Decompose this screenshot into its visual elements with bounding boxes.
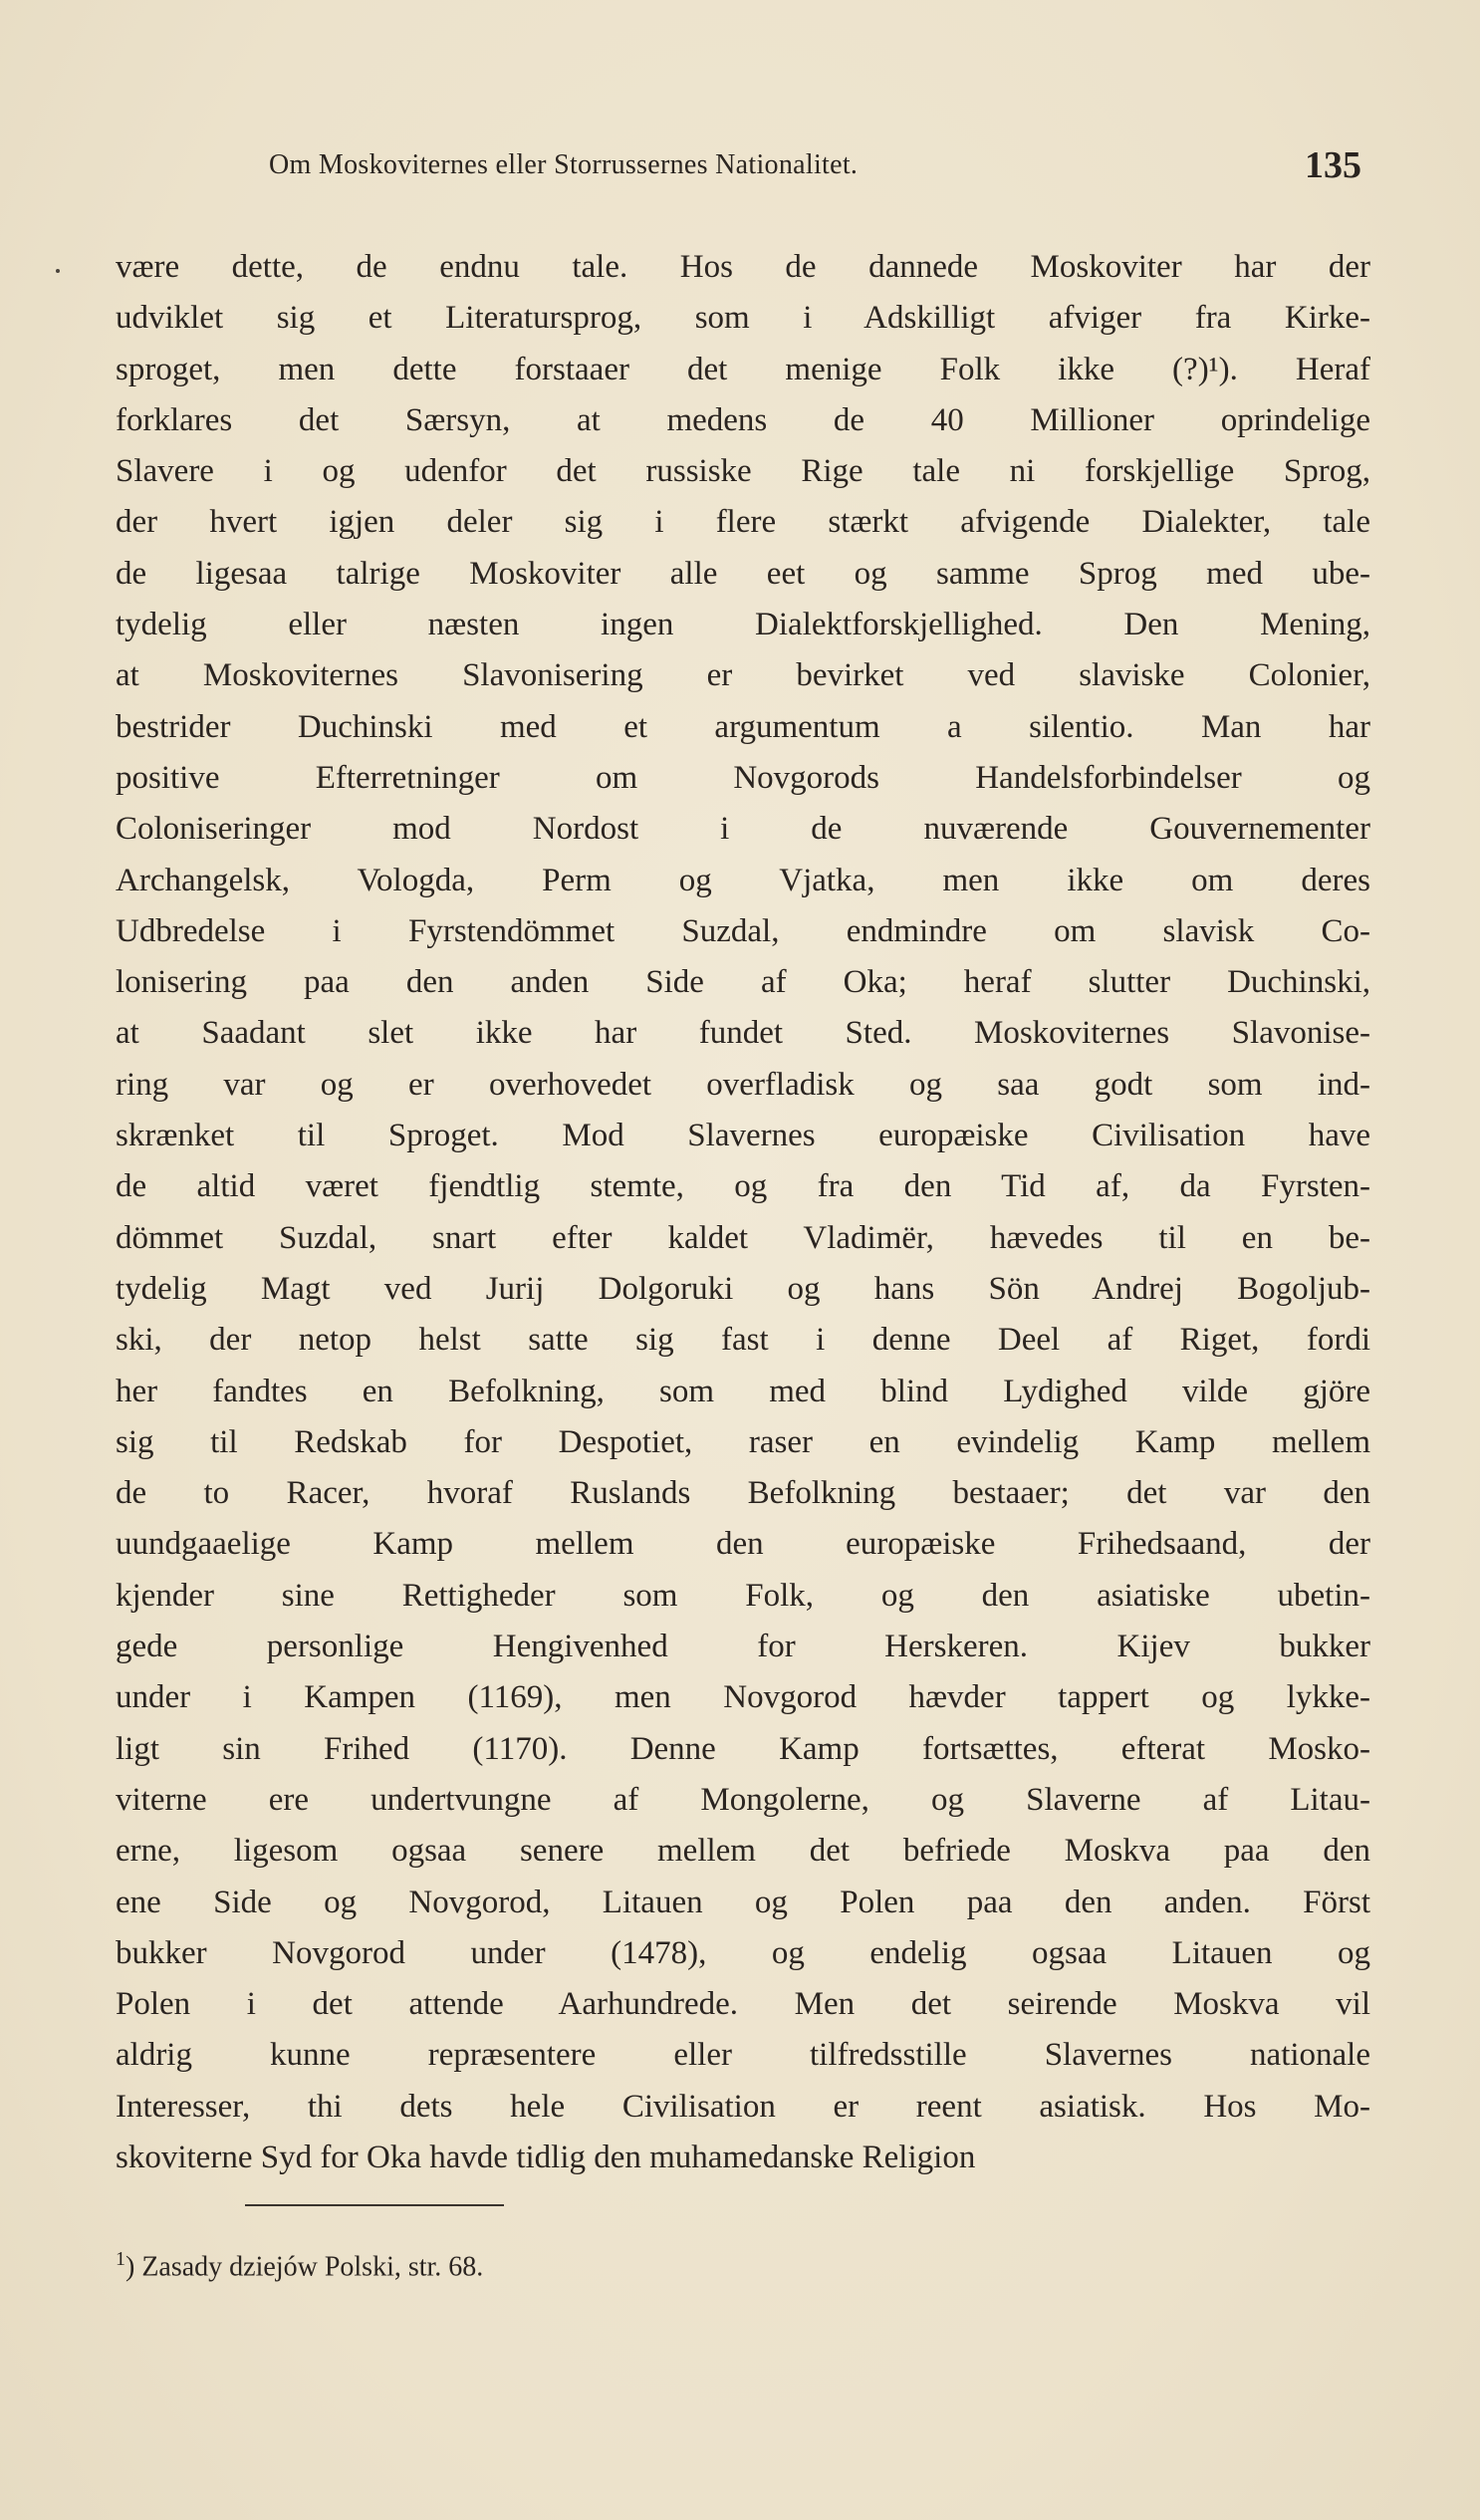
text-line: Archangelsk, Vologda, Perm og Vjatka, men ikke om deres xyxy=(116,862,1370,898)
text-line: lonisering paa den anden Side af Oka; heraf slutter Duchinski, xyxy=(116,964,1370,1001)
text-line: positive Efterretninger om Novgorods Handelsforbindelser og xyxy=(116,759,1370,796)
text-line: bestrider Duchinski med et argumentum a silentio. Man har xyxy=(116,708,1370,745)
text-line: Coloniseringer mod Nordost i de nuværende Gouvernementer xyxy=(116,811,1370,848)
text-line: bukker Novgorod under (1478), og endelig ogsaa Litauen og xyxy=(116,1934,1370,1971)
page-number: 135 xyxy=(1305,144,1361,186)
footnote-separator xyxy=(245,2204,504,2206)
text-line: de to Racer, hvoraf Ruslands Befolkning bestaaer; det var den xyxy=(116,1475,1370,1512)
text-line: skrænket til Sproget. Mod Slavernes europæiske Civilisation have xyxy=(116,1118,1370,1154)
text-line: skoviterne Syd for Oka havde tidlig den muhamedanske Religion xyxy=(116,2139,976,2175)
text-line: Slavere i og udenfor det russiske Rige tale ni forskjellige Sprog, xyxy=(116,453,1370,490)
text-line: erne, ligesom ogsaa senere mellem det befriede Moskva paa den xyxy=(116,1833,1370,1870)
footnote-text: ) Zasady dziejów Polski, str. 68. xyxy=(125,2251,484,2283)
text-line: de altid været fjendtlig stemte, og fra den Tid af, da Fyrsten- xyxy=(116,1168,1370,1205)
text-line: under i Kampen (1169), men Novgorod hævder tappert og lykke- xyxy=(116,1679,1370,1716)
text-line: være dette, de endnu tale. Hos de dannede Moskoviter har der xyxy=(116,249,1370,285)
footnote-marker: 1 xyxy=(116,2248,125,2270)
text-line: de ligesaa talrige Moskoviter alle eet og samme Sprog med ube- xyxy=(116,555,1370,592)
text-line: dömmet Suzdal, snart efter kaldet Vladimër, hævedes til en be- xyxy=(116,1219,1370,1256)
text-line: tydelig eller næsten ingen Dialektforskjellighed. Den Mening, xyxy=(116,607,1370,643)
running-header xyxy=(0,144,1480,189)
text-line: aldrig kunne repræsentere eller tilfredsstille Slavernes nationale xyxy=(116,2037,1370,2074)
footnote xyxy=(116,2248,483,2283)
running-title: Om Moskoviternes eller Storrussernes Nationalitet. xyxy=(269,149,859,180)
text-line: her fandtes en Befolkning, som med blind Lydighed vilde gjöre xyxy=(116,1373,1370,1409)
text-line: Udbredelse i Fyrstendömmet Suzdal, endmindre om slavisk Co- xyxy=(116,912,1370,949)
body-text xyxy=(116,242,1370,2183)
text-line: gede personlige Hengivenhed for Herskeren. Kijev bukker xyxy=(116,1629,1370,1665)
text-line: der hvert igjen deler sig i flere stærkt afvigende Dialekter, tale xyxy=(116,504,1370,541)
text-line: Interesser, thi dets hele Civilisation er reent asiatisk. Hos Mo- xyxy=(116,2088,1370,2125)
text-line: uundgaaelige Kamp mellem den europæiske Frihedsaand, der xyxy=(116,1526,1370,1563)
text-line: ligt sin Frihed (1170). Denne Kamp fortsættes, efterat Mosko- xyxy=(116,1730,1370,1767)
text-line: at Moskoviternes Slavonisering er bevirket ved slaviske Colonier, xyxy=(116,657,1370,694)
text-line: ene Side og Novgorod, Litauen og Polen paa den anden. Först xyxy=(116,1884,1370,1920)
text-line: kjender sine Rettigheder som Folk, og den asiatiske ubetin- xyxy=(116,1577,1370,1614)
text-line: viterne ere undertvungne af Mongolerne, og Slaverne af Litau- xyxy=(116,1781,1370,1818)
text-line: sig til Redskab for Despotiet, raser en evindelig Kamp mellem xyxy=(116,1423,1370,1460)
text-line: at Saadant slet ikke har fundet Sted. Moskoviternes Slavonise- xyxy=(116,1015,1370,1052)
text-line: forklares det Særsyn, at medens de 40 Millioner oprindelige xyxy=(116,401,1370,438)
text-line: ski, der netop helst satte sig fast i denne Deel af Riget, fordi xyxy=(116,1322,1370,1359)
margin-dot xyxy=(56,269,60,273)
text-line: udviklet sig et Literatursprog, som i Adskilligt afviger fra Kirke- xyxy=(116,300,1370,337)
text-line: sproget, men dette forstaaer det menige Folk ikke (?)¹). Heraf xyxy=(116,351,1370,387)
text-line: tydelig Magt ved Jurij Dolgoruki og hans Sön Andrej Bogoljub- xyxy=(116,1270,1370,1307)
text-line: ring var og er overhovedet overfladisk og saa godt som ind- xyxy=(116,1066,1370,1103)
text-line: Polen i det attende Aarhundrede. Men det seirende Moskva vil xyxy=(116,1986,1370,2023)
